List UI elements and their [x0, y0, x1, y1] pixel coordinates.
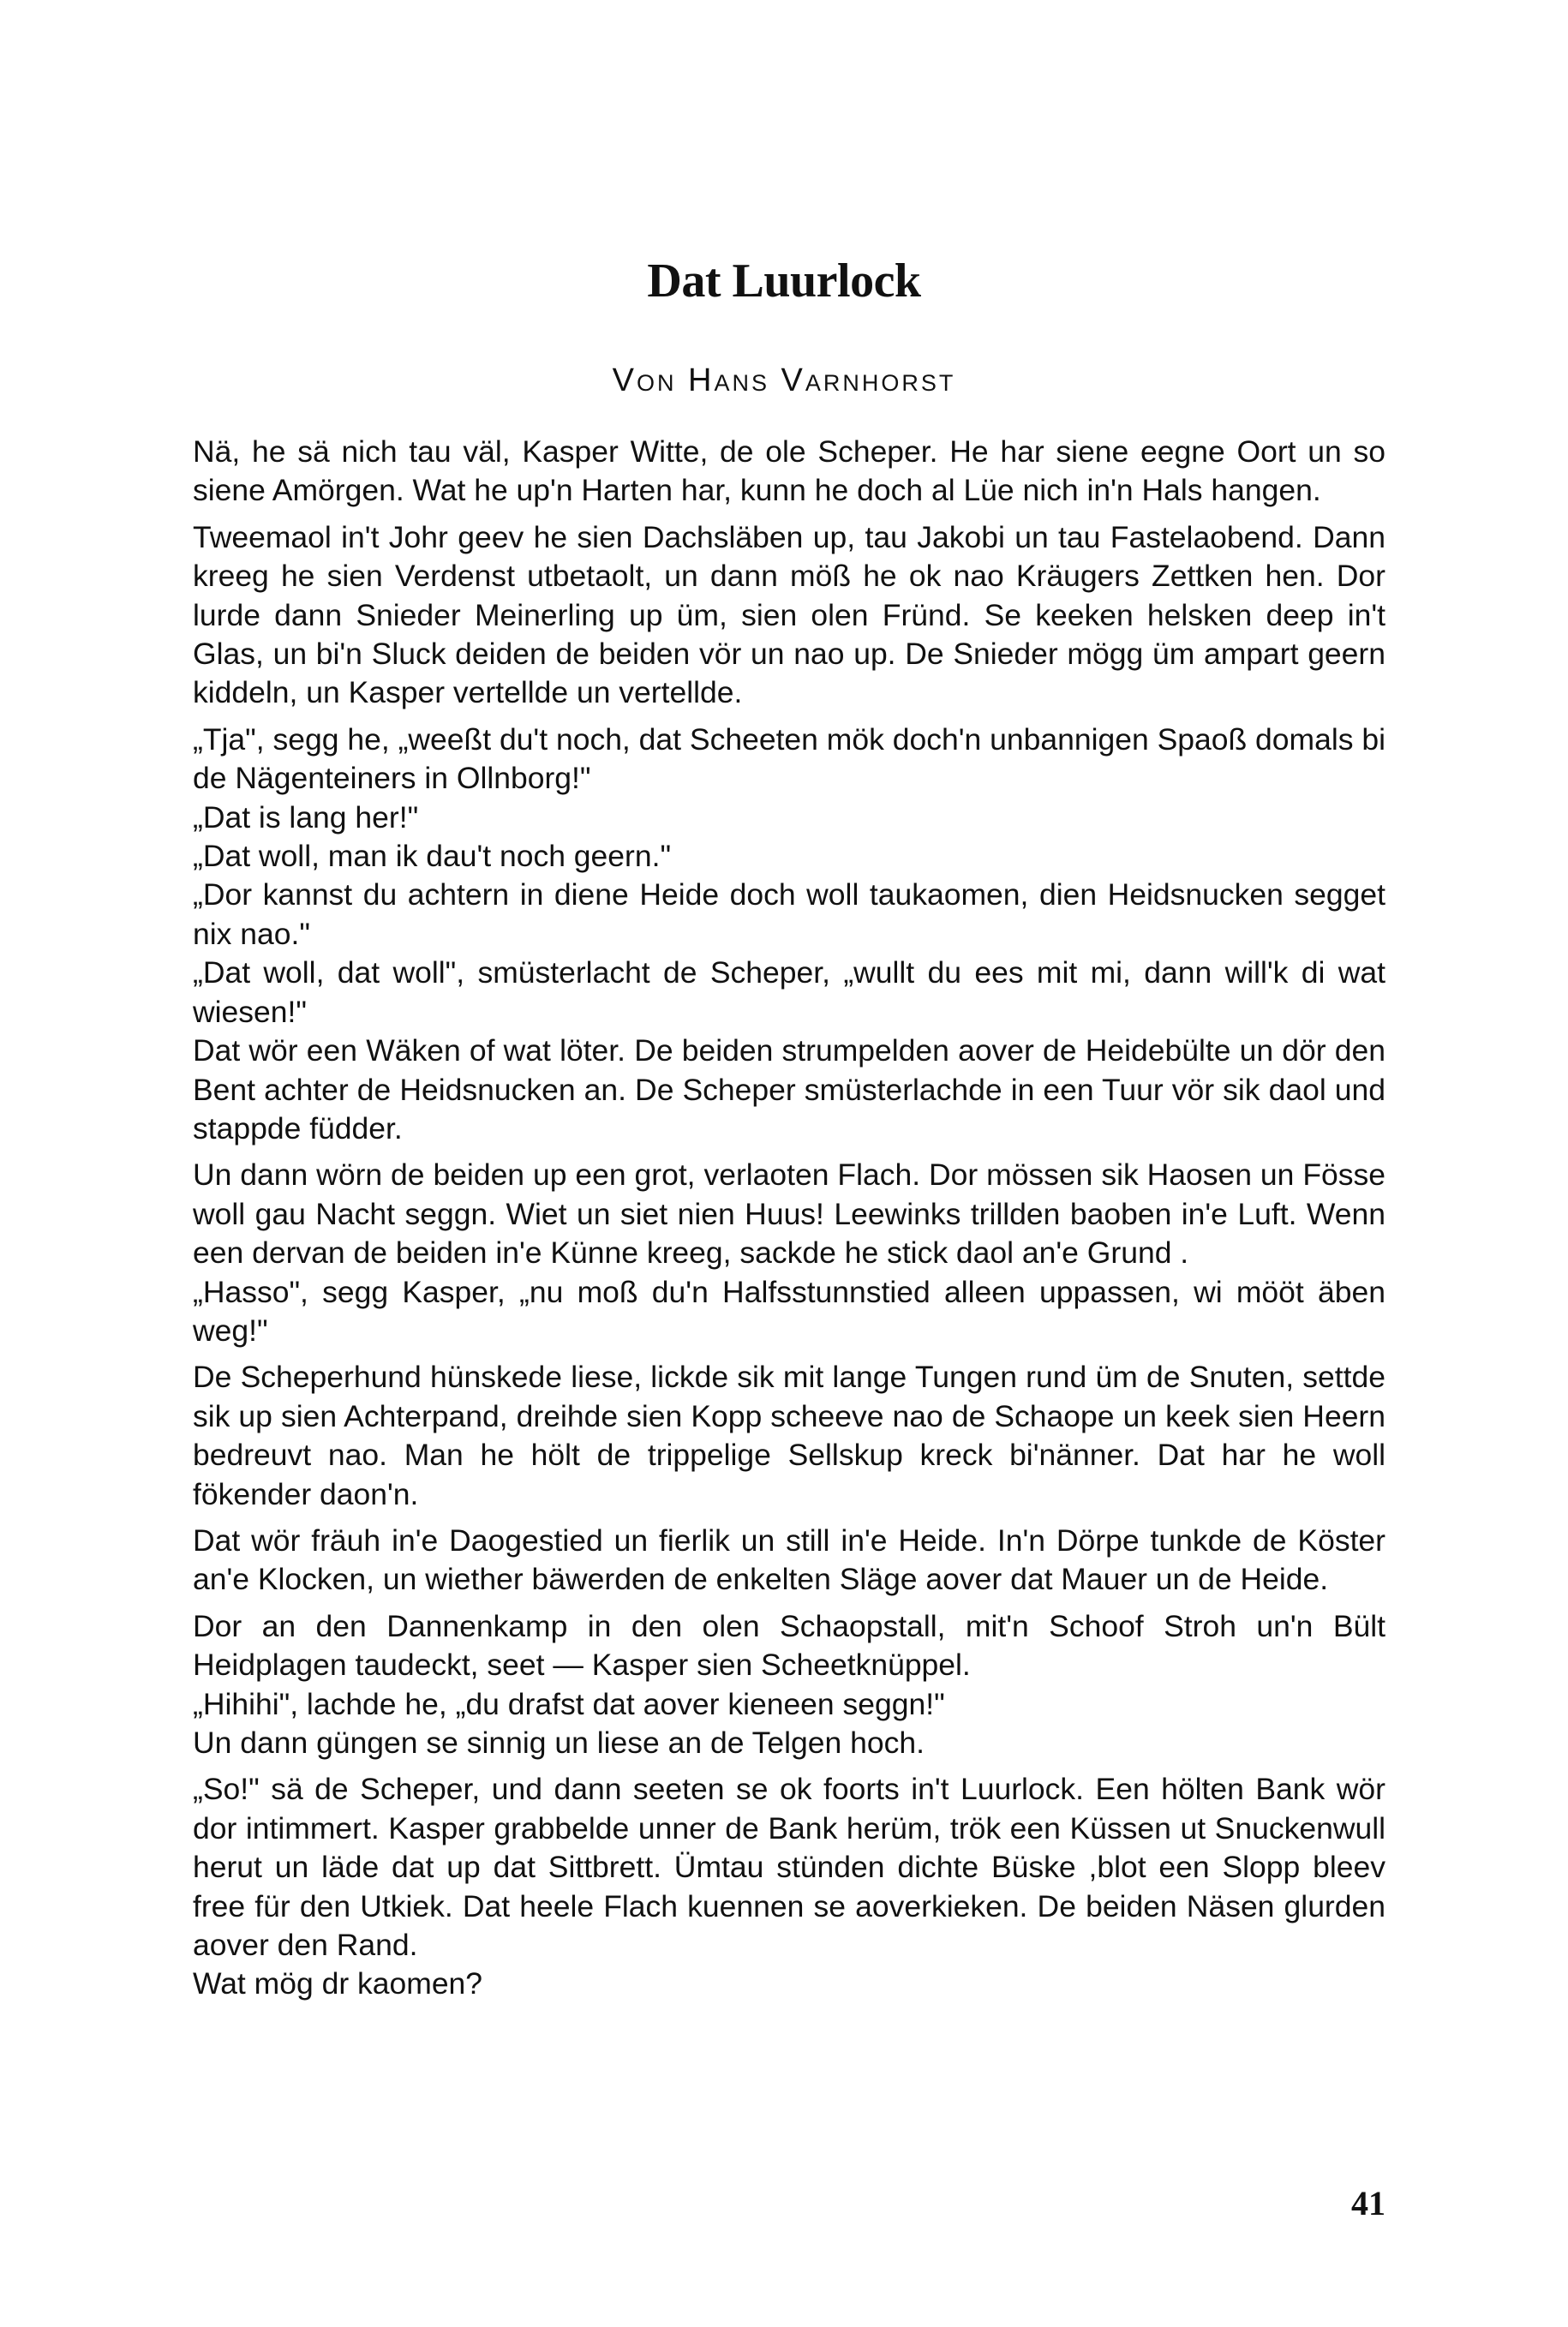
paragraph: Dor an den Dannenkamp in den olen Schaopstall, mit'n Schoof Stroh un'n Bült Heidplagen taudeckt, seet — Kasper sien Scheetknüppel. [193, 1608, 1385, 1683]
paragraph: Nä, he sä nich tau väl, Kasper Witte, de ole Scheper. He har siene eegne Oort un so siene Amörgen. Wat he up'n Harten har, kunn he doch al Lüe nich in'n Hals hangen. [193, 434, 1385, 508]
author-line: Von Hans Varnhorst [612, 362, 956, 398]
paragraph: Un dann wörn de beiden up een grot, verlaoten Flach. Dor mössen sik Haosen un Fösse woll gau Nacht seggn. Wiet un siet nien Huus! Leewinks trillden baoben in'e Luft. Wenn een dervan de beiden in'e Künne kreeg, sackde he stick daol an'e Grund . [193, 1158, 1385, 1271]
paragraph: „Dat woll, man ik dau't noch geern." [193, 839, 672, 874]
paragraph: „Hasso", segg Kasper, „nu moß du'n Halfsstunnstied alleen uppassen, wi mööt äben weg!" [193, 1274, 1385, 1348]
paragraph: „Dat is lang her!" [193, 799, 419, 834]
paragraph: Wat mög dr kaomen? [193, 1966, 483, 2001]
paragraph: „So!" sä de Scheper, und dann seeten se ok foorts in't Luurlock. Een hölten Bank wör dor intimmert. Kasper grabbelde unner de Bank herüm, trök een Küssen ut Snuckenwull herut un läde dat up dat Sittbrett. Ümtau stünden dichte Büske ,blot een Slopp bleev free für den Utkiek. Dat heele Flach kuennen se aoverkieken. De beiden Näsen glurden aover den Rand. [193, 1772, 1385, 1963]
story-text [193, 433, 1385, 2004]
story-title: Dat Luurlock [647, 254, 921, 308]
paragraph: Dat wör fräuh in'e Daogestied un fierlik un still in'e Heide. In'n Dörpe tunkde de Köster an'e Klocken, un wiether bäwerden de enkelten Släge aover dat Mauer un de Heide. [193, 1522, 1385, 1597]
paragraph: „Hihihi", lachde he, „du drafst dat aover kieneen seggn!" [193, 1686, 945, 1721]
paragraph: „Tja", segg he, „weeßt du't noch, dat Scheeten mök doch'n unbannigen Spaoß domals bi de Nägenteiners in Ollnborg!" [193, 721, 1385, 796]
paragraph: „Dor kannst du achtern in diene Heide doch woll taukaomen, dien Heidsnucken segget nix nao." [193, 877, 1385, 951]
paragraph: „Dat woll, dat woll", smüsterlacht de Scheper, „wullt du ees mit mi, dann will'k di wat wiesen!" [193, 955, 1385, 1029]
page-number: 41 [1351, 2184, 1385, 2222]
paragraph: De Scheperhund hünskede liese, lickde sik mit lange Tungen rund üm de Snuten, settde sik up sien Achterpand, dreihde sien Kopp scheeve nao de Schaope un keek sien Heern bedreuvt nao. Man he hölt de trippelige Sellskup kreck bi'nänner. Dat har he woll fökender daon'n. [193, 1360, 1385, 1511]
paragraph: Un dann güngen se sinnig un liese an de Telgen hoch. [193, 1726, 925, 1760]
paragraph: Dat wör een Wäken of wat löter. De beiden strumpelden aover de Heidebülte un dör den Bent achter de Heidsnucken an. De Scheper smüsterlachde in een Tuur vör sik daol und stappde füdder. [193, 1033, 1385, 1146]
paragraph: Tweemaol in't Johr geev he sien Dachsläben up, tau Jakobi un tau Fastelaobend. Dann kreeg he sien Verdenst utbetaolt, un dann möß he ok nao Kräugers Zettken hen. Dor lurde dann Snieder Meinerling up üm, sien olen Fründ. Se keeken helsken deep in't Glas, un bi'n Sluck deiden de beiden vör un nao up. De Snieder mögg üm ampart geern kiddeln, un Kasper vertellde un vertellde. [193, 519, 1385, 710]
